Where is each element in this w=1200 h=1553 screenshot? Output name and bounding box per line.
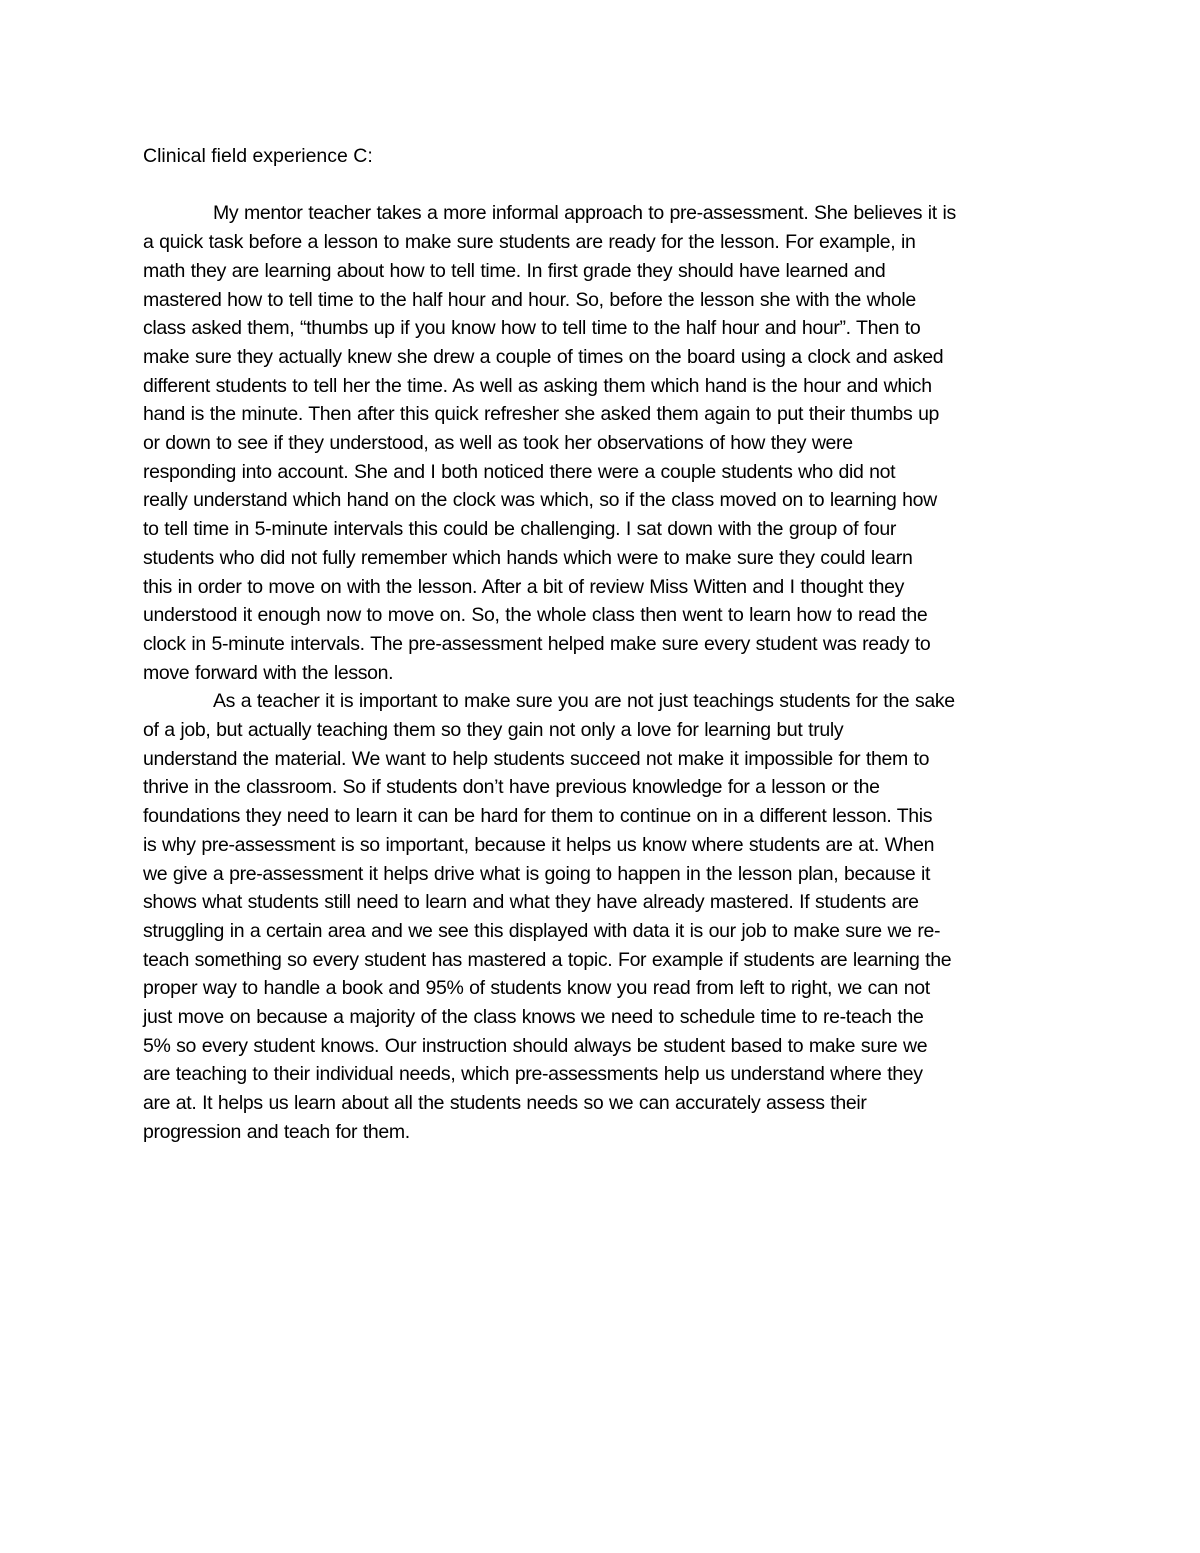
paragraph-line: understood it enough now to move on. So, the whole class then went to learn how to read the (143, 604, 928, 627)
paragraph-2 (143, 687, 1063, 1146)
paragraph-line: really understand which hand on the clock was which, so if the class moved on to learning how (143, 489, 937, 512)
paragraph-line: a quick task before a lesson to make sure students are ready for the lesson. For example, in (143, 231, 916, 254)
paragraph-line: move forward with the lesson. (143, 661, 394, 684)
document-title: Clinical field experience C: (143, 145, 373, 167)
paragraph-line: thrive in the classroom. So if students don’t have previous knowledge for a lesson or the (143, 776, 880, 799)
paragraph-line: or down to see if they understood, as well as took her observations of how they were (143, 432, 853, 455)
paragraph-1 (143, 199, 1063, 687)
paragraph-line: proper way to handle a book and 95% of students know you read from left to right, we can not (143, 977, 930, 1000)
paragraph-line: responding into account. She and I both noticed there were a couple students who did not (143, 460, 896, 483)
paragraph-line: My mentor teacher takes a more informal approach to pre-assessment. She believes it is (213, 202, 956, 225)
paragraph-line: are teaching to their individual needs, which pre-assessments help us understand where they (143, 1063, 923, 1086)
paragraph-line: of a job, but actually teaching them so they gain not only a love for learning but truly (143, 719, 844, 742)
paragraph-line: class asked them, “thumbs up if you know how to tell time to the half hour and hour”. Then to (143, 317, 921, 340)
paragraph-line: are at. It helps us learn about all the students needs so we can accurately assess their (143, 1092, 867, 1115)
paragraph-line: understand the material. We want to help students succeed not make it impossible for them to (143, 747, 930, 770)
paragraph-line: struggling in a certain area and we see this displayed with data it is our job to make sure we re- (143, 919, 941, 942)
paragraph-line: to tell time in 5-minute intervals this could be challenging. I sat down with the group of four (143, 518, 897, 541)
paragraph-line: make sure they actually knew she drew a couple of times on the board using a clock and asked (143, 345, 944, 368)
paragraph-line: clock in 5-minute intervals. The pre-assessment helped make sure every student was ready to (143, 632, 931, 655)
paragraph-line: this in order to move on with the lesson. After a bit of review Miss Witten and I thought they (143, 575, 905, 598)
document-body (143, 142, 1063, 1147)
paragraph-line: we give a pre-assessment it helps drive what is going to happen in the lesson plan, because it (143, 862, 931, 885)
paragraph-line: different students to tell her the time. As well as asking them which hand is the hour and which (143, 374, 932, 397)
paragraph-line: math they are learning about how to tell time. In first grade they should have learned and (143, 259, 886, 282)
paragraph-line: shows what students still need to learn and what they have already mastered. If students are (143, 891, 919, 914)
paragraph-line: is why pre-assessment is so important, because it helps us know where students are at. When (143, 833, 935, 856)
paragraph-line: As a teacher it is important to make sure you are not just teachings students for the sake (213, 690, 955, 713)
paragraph-line: foundations they need to learn it can be hard for them to continue on in a different lesson. This (143, 805, 933, 828)
paragraph-line: students who did not fully remember which hands which were to make sure they could learn (143, 546, 913, 569)
paragraph-line: 5% so every student knows. Our instruction should always be student based to make sure we (143, 1034, 928, 1057)
paragraph-line: mastered how to tell time to the half hour and hour. So, before the lesson she with the whole (143, 288, 916, 311)
paragraph-line: teach something so every student has mastered a topic. For example if students are learning the (143, 948, 952, 971)
paragraph-line: hand is the minute. Then after this quick refresher she asked them again to put their thumbs up (143, 403, 940, 426)
paragraph-line: just move on because a majority of the class knows we need to schedule time to re-teach the (143, 1006, 924, 1029)
paragraph-line: progression and teach for them. (143, 1120, 410, 1143)
